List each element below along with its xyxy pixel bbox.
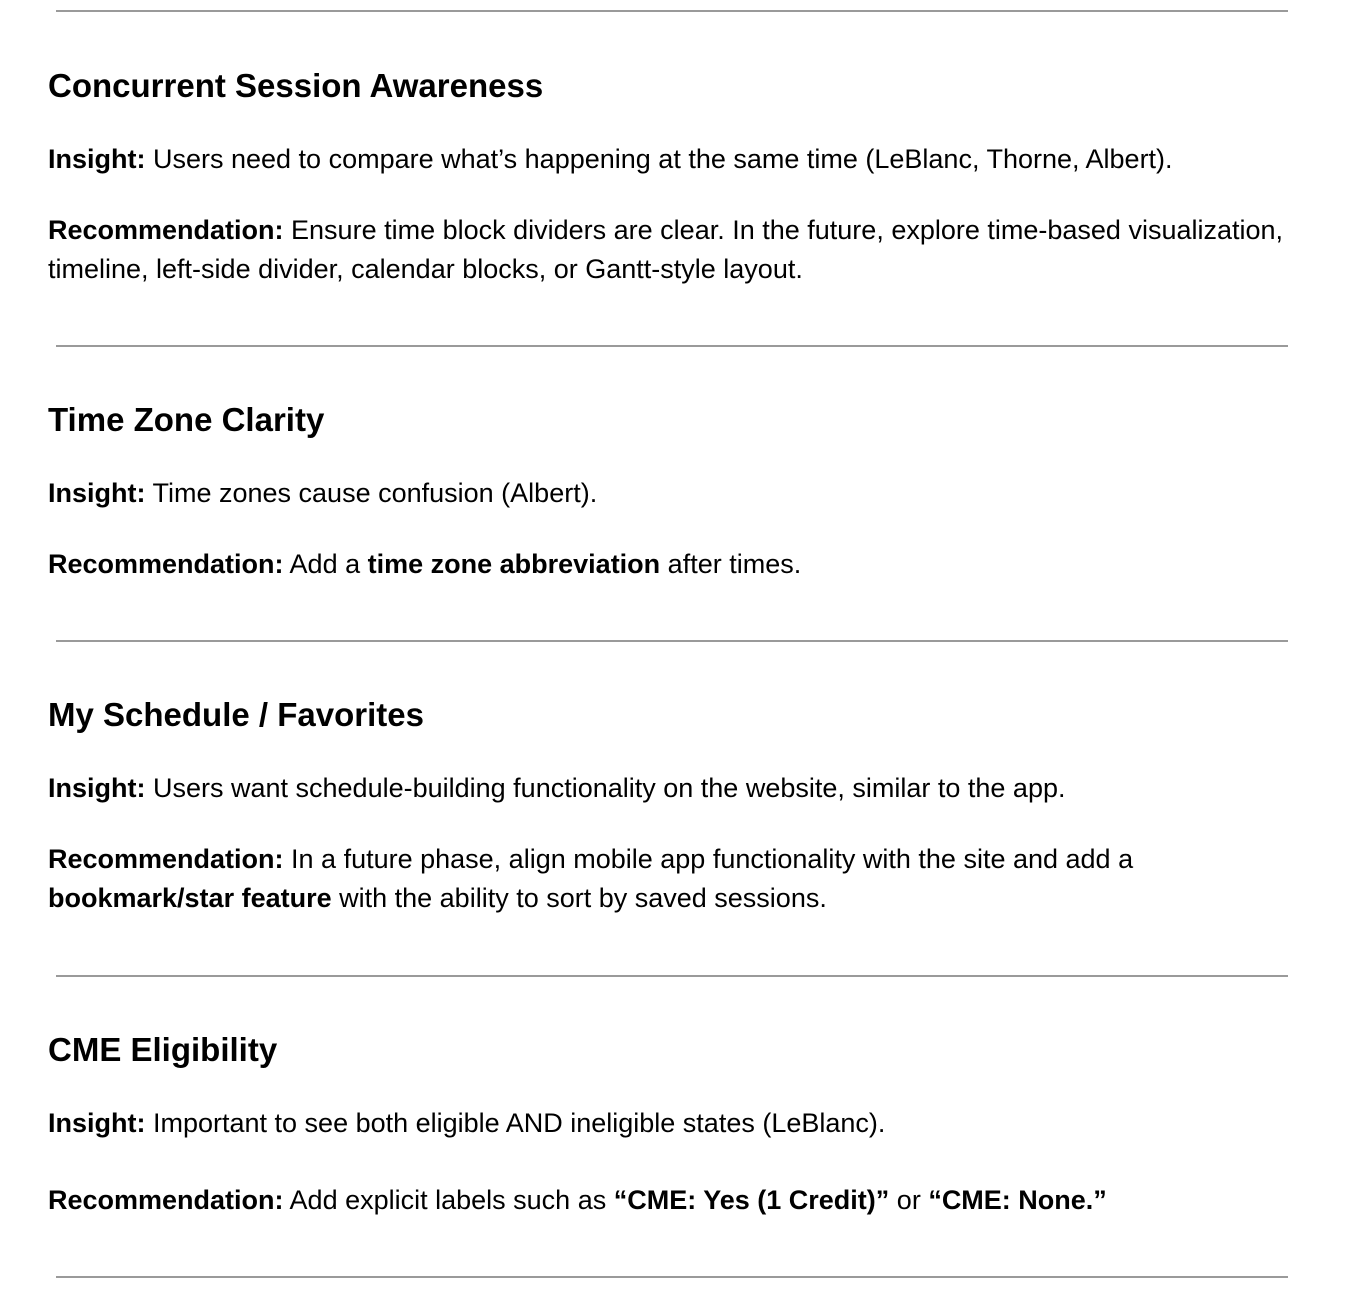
recommendation-text: with the ability to sort by saved sessions. [331,883,827,913]
recommendation-emphasis: “CME: None.” [928,1185,1107,1215]
section-cme-eligibility [48,1030,1318,1220]
insight-text: Users want schedule-building functionality on the website, similar to the app. [145,773,1066,803]
recommendation-text: or [889,1185,929,1215]
recommendation-text: after times. [660,549,802,579]
recommendation-label: Recommendation: [48,844,284,874]
recommendation-label: Recommendation: [48,215,284,245]
recommendation-label: Recommendation: [48,1185,284,1215]
insight-paragraph [48,140,1318,179]
recommendation-text: Ensure time block dividers are clear. In the future, explore time-based visualization, timeline, left-side divider, calendar blocks, or Gantt-style layout. [48,215,1284,284]
insight-label: Insight: [48,773,146,803]
insight-text: Time zones cause confusion (Albert). [145,478,598,508]
section-concurrent-session-awareness [48,66,1318,289]
recommendation-text: In a future phase, align mobile app functionality with the site and add a [283,844,1134,874]
section-title: CME Eligibility [48,1031,278,1068]
divider [56,640,1288,642]
recommendation-paragraph [48,840,1318,918]
insight-text: Important to see both eligible AND ineligible states (LeBlanc). [145,1108,886,1138]
recommendation-text: Add a [283,549,368,579]
section-title: Time Zone Clarity [48,401,325,438]
section-title: Concurrent Session Awareness [48,67,544,104]
recommendation-emphasis: “CME: Yes (1 Credit)” [613,1185,890,1215]
divider [56,10,1288,12]
insight-label: Insight: [48,478,146,508]
insight-paragraph [48,1104,1318,1143]
recommendation-emphasis: bookmark/star feature [48,883,332,913]
section-time-zone-clarity [48,400,1318,584]
divider [56,1276,1288,1278]
recommendation-paragraph [48,545,1318,584]
recommendation-paragraph [48,1181,1318,1220]
divider [56,975,1288,977]
insight-paragraph [48,474,1318,513]
recommendation-text: Add explicit labels such as [283,1185,614,1215]
divider [56,345,1288,347]
insight-text: Users need to compare what’s happening at the same time (LeBlanc, Thorne, Albert). [145,144,1173,174]
section-title: My Schedule / Favorites [48,696,424,733]
section-my-schedule-favorites [48,695,1318,918]
recommendation-emphasis: time zone abbreviation [367,549,661,579]
recommendation-paragraph [48,211,1318,289]
insight-label: Insight: [48,144,146,174]
recommendation-label: Recommendation: [48,549,284,579]
insight-label: Insight: [48,1108,146,1138]
insight-paragraph [48,769,1318,808]
